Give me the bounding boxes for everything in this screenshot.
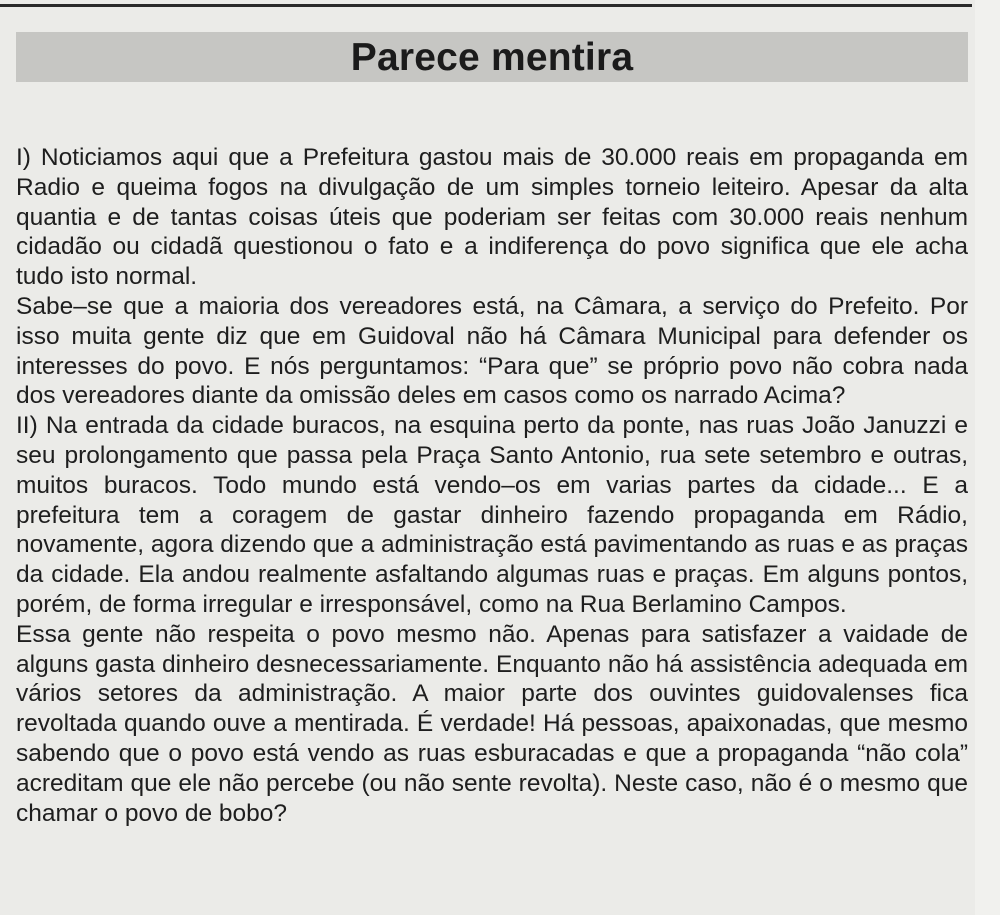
paragraph-2: Sabe–se que a maioria dos vereadores está, na Câmara, a serviço do Prefeito. Por isso muita gente diz que em Guidoval não há Câmara Municipal para defender os interesses do povo. E nós perguntamos: “Para que” se próprio povo não cobra nada dos vereadores diante da omissão deles em casos como os narrado Acima? (16, 292, 968, 410)
paragraph-3: II) Na entrada da cidade buracos, na esquina perto da ponte, nas ruas João Januzzi e seu prolongamento que passa pela Praça Santo Antonio, rua sete setembro e outras, muitos buracos. Todo mundo está vendo–os em varias partes da cidade... E a prefeitura tem a coragem de gastar dinheiro fazendo propaganda em Rádio, novamente, agora dizendo que a administração está pavimentando as ruas e as praças da cidade. Ela andou realmente asfaltando algumas ruas e praças. Em alguns pontos, porém, de forma irregular e irresponsável, como na Rua Berlamino Campos. (16, 412, 969, 618)
paragraph-4: Essa gente não respeita o povo mesmo não. Apenas para satisfazer a vaidade de alguns gasta dinheiro desnecessariamente. Enquanto não há assistência adequada em vários setores da administração. A maior parte dos ouvintes guidovalenses fica revoltada quando ouve a mentirada. É verdade! Há pessoas, apaixonadas, que mesmo sabendo que o povo está vendo as ruas esburacadas e que a propaganda “não cola” acreditam que ele não percebe (ou não sente revolta). Neste caso, não é o mesmo que chamar o povo de bobo? (16, 620, 968, 827)
right-margin (975, 0, 1000, 915)
headline: Parece mentira (350, 35, 634, 79)
top-rule (0, 4, 972, 7)
headline-band (16, 32, 968, 82)
article-body (16, 143, 968, 828)
paragraph-1: I) Noticiamos aqui que a Prefeitura gastou mais de 30.000 reais em propaganda em Radio e queima fogos na divulgação de um simples torneio leiteiro. Apesar da alta quantia e de tantas coisas úteis que poderiam ser feitas com 30.000 reais nenhum cidadão ou cidadã questionou o fato e a indiferença do povo significa que ele acha tudo isto normal. (16, 144, 968, 291)
